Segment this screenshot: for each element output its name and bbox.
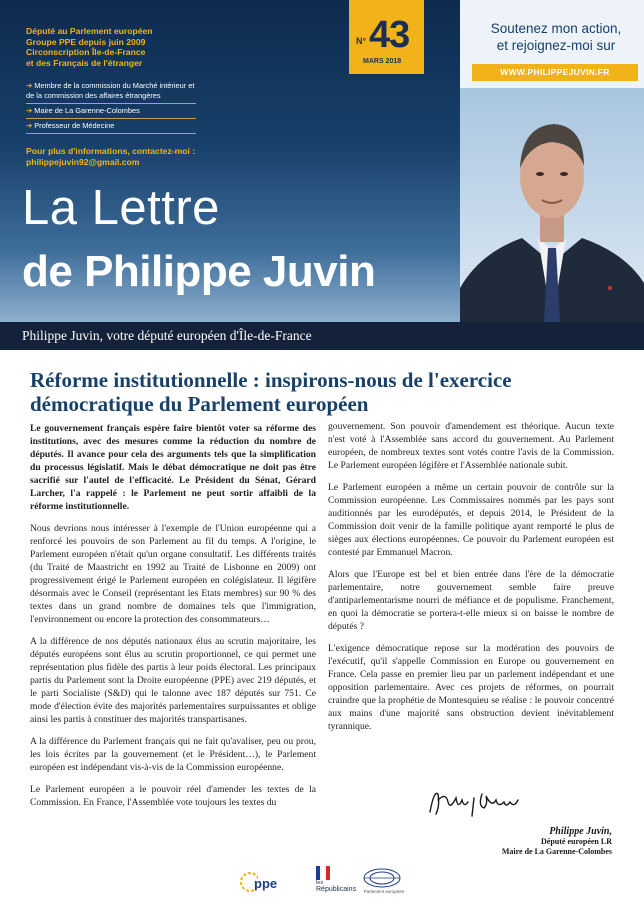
signature-name: Philippe Juvin, [549, 826, 612, 837]
article-column-right [328, 420, 614, 742]
signature-role: Maire de La Garenne-Colombes [501, 847, 612, 856]
signature-role: Député européen LR [541, 837, 612, 846]
role-item: ➔ Professeur de Médecine [26, 119, 196, 134]
roles-list [26, 79, 196, 134]
contact-block [26, 146, 196, 167]
article-lead-paragraph: Le gouvernement français espère faire bientôt voter sa réforme des institutions, avec des mesures comme la réduction du nombre de députés. Il avance pour cela des arguments tels que la simplification du processus législatif. Mais le débat démocratique ne doit pas être sacrifié sur l'autel de l'efficacité. Le Président du Sénat, Gérard Larcher, l'a rappelé : le Parlement ne peut sortir affaibli de la réforme institutionnelle. [30, 423, 316, 512]
arrow-icon: ➔ [26, 81, 33, 91]
website-link[interactable]: WWW.PHILIPPEJUVIN.FR [472, 64, 638, 81]
article-paragraph: gouvernement. Son pouvoir d'amendement est théorique. Aucun texte n'est voté à l'Assemblée sans accord du gouvernement. Au Parlement européen, de nombreux textes sont votés contre l'avis de la Commission. Le Parlement européen légifère et l'Assemblée nationale subit. [328, 421, 614, 471]
article-paragraph: A la différence de nos députés nationaux élus au scrutin majoritaire, les députés européens sont élus au scrutin proportionnel, ce qui permet une représentation plus fidèle des partis à leur poids électoral. Les principaux partis du Parlement sont la Droite européenne (PPE) avec 219 députés, et le parti Socialiste (S&D) qui le talonne avec 187 députés sur 751. Ce mode d'élection évite des majorités parlementaires surpuissantes et oblige ainsi les partis à constituer des majorités transpartisanes. [30, 636, 316, 725]
article-paragraph: L'exigence démocratique repose sur la modération des pouvoirs de l'exécutif, qu'il s'appelle Commission en Europe ou gouvernement en France. Cela passe en premier lieu par un parlement indépendant et une opposition parlementaire. Avec ces projets de réformes, on pourrait craindre que la prophétie de Montesquieu se réalise : le pouvoir concentré aux mains d'une majorité sans obstruction devient inévitablement tyrannique. [328, 643, 614, 732]
contact-email[interactable]: philippejuvin92@gmail.com [26, 156, 140, 167]
issue-badge [349, 0, 424, 74]
article-paragraph: Le Parlement européen a même un certain pouvoir de contrôle sur la Commission européenne. Les Commissaires nommés par les pays sont auditionnés par les eurodéputés, et depuis 2014, le Président de la Commission doit venir de la famille politique ayant remporté le plus de sièges aux élections européennes. Ce pouvoir du Parlement européen est contesté par Emmanuel Macron. [328, 482, 614, 558]
newsletter-header [0, 0, 644, 322]
subtitle-text: Philippe Juvin, votre député européen d'Île-de-France [22, 328, 312, 343]
les-republicains-logo: les Républicains [316, 866, 348, 896]
article-paragraph: A la différence du Parlement français qui ne fait qu'avaliser, peu ou prou, les lois écrites par la gouvernement (et le Président…), le Parlement européen est indépendant vis-à-vis de la Commission européenne. [30, 736, 316, 773]
arrow-icon: ➔ [26, 120, 33, 130]
article-headline: Réforme institutionnelle : inspirons-nous de l'exercice démocratique du Parlement européen [30, 368, 512, 416]
european-parliament-logo: Parlement européen [362, 866, 402, 896]
issue-prefix: N° [356, 36, 367, 46]
issue-date: MARS 2018 [363, 58, 402, 65]
profile-line: et des Français de l'étranger [26, 57, 143, 68]
support-text: Soutenez mon action, et rejoignez-moi sur [490, 21, 622, 53]
profile-line: Député au Parlement européen [26, 26, 153, 36]
role-item: ➔ Maire de La Garenne-Colombes [26, 104, 196, 119]
parliament-icon [362, 866, 402, 888]
newsletter-title-line1: La Lettre [22, 181, 220, 235]
article-paragraph: Alors que l'Europe est bel et bien entrée dans l'ère de la démocratie parlementaire, notre gouvernement semble faire preuve d'antiparlementarisme nourri de méfiance et de populisme. Franchement, en quoi la démocratie se portera-t-elle mieux si on baisse le nombre de députés ? [328, 569, 614, 632]
role-item: ➔ Membre de la commission du Marché intérieur et de la commission des affaires étrangères [26, 79, 196, 103]
portrait-photo [460, 88, 644, 322]
deputy-profile [26, 26, 196, 167]
issue-number: 43 [369, 14, 410, 56]
profile-line: Circonscription Île-de-France [26, 47, 146, 58]
contact-label: Pour plus d'informations, contactez-moi : [26, 146, 196, 157]
signature-area [426, 784, 612, 825]
handwritten-signature [426, 784, 526, 820]
ppe-logo: ppe [236, 866, 286, 896]
article-column-left [30, 422, 316, 818]
footer-logos [0, 866, 644, 896]
arrow-icon: ➔ [26, 105, 33, 115]
signature-block [470, 826, 612, 857]
subtitle-bar [0, 322, 644, 350]
article-paragraph: Le Parlement européen a le pouvoir réel d'amender les textes de la Commission. En France, l'Assemblée vote toujours les textes du [30, 784, 316, 808]
profile-line: Groupe PPE depuis juin 2009 [26, 36, 146, 47]
newsletter-title-line2: de Philippe Juvin [22, 247, 376, 296]
article-paragraph: Nous devrions nous intéresser à l'exemple de l'Union européenne qui a renforcé les pouvoirs de son Parlement au fil du temps. A l'origine, le Parlement européen n'était qu'un organe consultatif. Les différents traités (du Traité de Maastricht en 1992 au Traité de Lisbonne en 2009) ont progressivement érigé le Parlement européen en colégislateur. Il légifère désormais avec le Conseil (représentant les Etats membres) sur 90 % des textes dans un grand nombre de domaines tels que l'immigration, l'environnement ou encore la protection des consommateurs… [30, 523, 316, 625]
